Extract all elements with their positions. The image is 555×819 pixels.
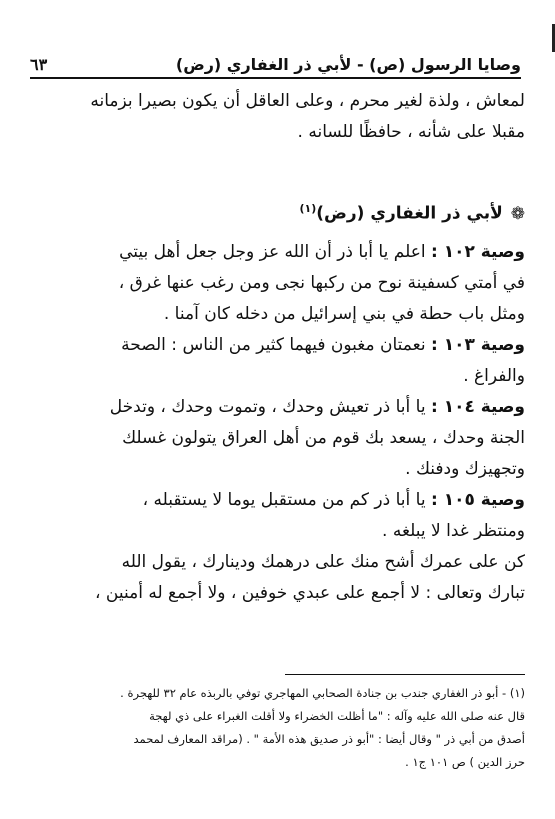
footnote-line: (١) - أبو ذر الغفاري جندب بن جنادة الصحابي المهاجري توفي بالربذه عام ٣٢ للهجرة . — [120, 686, 525, 700]
text-line-content: وتجهيزك ودفنك . — [405, 458, 525, 479]
text-line-content: كن على عمرك أشح منك على درهمك ودينارك ، يقول الله — [121, 551, 525, 572]
text-line-content: تبارك وتعالى : لا أجمع على عبدي خوفين ، ولا أجمع له أمنين ، — [95, 582, 525, 603]
footnote-line: حرز الدين ) ص ١٠١ ج١ . — [405, 755, 525, 769]
page-body — [28, 86, 525, 609]
text-line-content: والفراغ . — [463, 365, 525, 386]
section-heading-text: لأبي ذر الغفاري (رض) — [316, 203, 503, 224]
running-header — [30, 36, 521, 79]
text-line — [28, 516, 525, 547]
text-line — [28, 485, 525, 516]
running-title: وصايا الرسول (ص) - لأبي ذر الغفاري (رض) — [175, 55, 521, 74]
text-line — [28, 454, 525, 485]
text-line — [28, 547, 525, 578]
text-line-content: الجنة وحدك ، يسعد بك قوم من أهل العراق يتولون غسلك — [122, 427, 525, 448]
text-line-content: نعمتان مغبون فيهما كثير من الناس : الصحة — [121, 334, 431, 355]
intro-line: لمعاش ، ولذة لغير محرم ، وعلى العاقل أن يكون بصيرا بزمانه — [90, 91, 525, 111]
text-line — [28, 423, 525, 454]
text-line-content: ومثل باب حطة في بني إسرائيل من دخله كان آمنا . — [163, 303, 525, 324]
text-line — [28, 361, 525, 392]
text-line — [28, 268, 525, 299]
page-number: ٦٣ — [30, 55, 48, 74]
text-line — [28, 578, 525, 609]
wasiya-label: وصية ١٠٢ : — [430, 241, 525, 262]
wasiya-label: وصية ١٠٥ : — [430, 489, 525, 510]
text-line — [28, 392, 525, 423]
intro-line: مقبلا على شأنه ، حافظًا للسانه . — [297, 122, 525, 142]
text-line — [28, 237, 525, 268]
text-line-content: يا أبا ذر تعيش وحدك ، وتموت وحدك ، وتدخل — [109, 396, 431, 417]
text-line-content: اعلم يا أبا ذر أن الله عز وجل جعل أهل بيتي — [119, 241, 431, 262]
text-line — [28, 299, 525, 330]
flower-ornament-icon: ❁ — [510, 203, 525, 224]
text-line-content: في أمتي كسفينة نوح من ركبها نجى ومن رغب عنها غرق ، — [118, 272, 525, 293]
footnote-line: قال عنه صلى الله عليه وآله : "ما أظلت الخضراء ولا أقلت الغبراء على ذي لهجة — [149, 709, 525, 723]
text-line-content: يا أبا ذر كم من مستقبل يوما لا يستقبله ، — [142, 489, 431, 510]
text-line — [28, 330, 525, 361]
wasiya-label: وصية ١٠٤ : — [430, 396, 525, 417]
footnote-divider — [285, 674, 525, 675]
section-heading — [28, 194, 525, 229]
footnote-line: أصدق من أبي ذر " وقال أيضا : "أبو ذر صديق هذه الأمة " . (مراقد المعارف لمحمد — [133, 732, 525, 746]
footnotes — [30, 682, 525, 774]
wasiya-label: وصية ١٠٣ : — [430, 334, 525, 355]
text-line-content: ومنتظر غدا لا يبلغه . — [382, 520, 525, 541]
footnote-reference: (١) — [299, 202, 317, 215]
